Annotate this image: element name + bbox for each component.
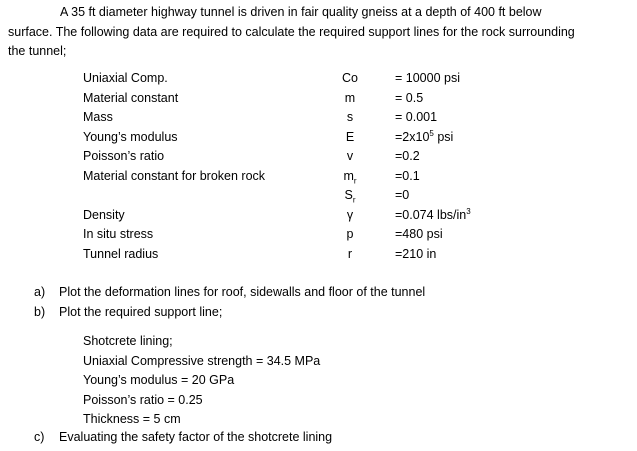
param-row-mass [83,108,543,128]
shotcrete-ucs: Uniaxial Compressive strength = 34.5 MPa [83,353,321,368]
param-row-in-situ-stress [83,225,543,245]
rock-parameters-table [83,69,543,264]
param-value: =210 in [395,246,437,261]
param-value: =0.074 lbs/$in^3$ [395,206,471,222]
param-value: =480 psi [395,227,443,241]
shotcrete-modulus: Young’s modulus = 20 GPa [83,373,235,387]
param-value: =0.2 [395,149,420,163]
param-value: = 10000 psi [395,71,460,85]
task-list [34,283,634,322]
intro-line-3: the tunnel; [8,44,67,58]
param-label: Mass [83,110,113,124]
param-row-broken-rock-constant [83,167,543,187]
param-row-density [83,206,543,226]
param-label: Tunnel radius [83,246,159,261]
param-row-youngs-modulus [83,128,543,148]
param-label: In situ stress [83,227,154,241]
task-letter: c) [34,430,45,444]
param-value: =0 [395,188,410,202]
param-symbol: r [347,246,353,261]
param-row-sr [83,186,543,206]
shotcrete-thickness: Thickness = 5 cm [83,412,181,426]
task-letter: a) [34,285,46,299]
param-symbol: p [346,227,354,241]
param-label: Density [83,207,125,222]
param-value: $=2x10^5$ psi [395,128,454,144]
param-symbol: γ [346,207,354,222]
intro-line-2: surface. The following data are required to calculate the required support lines for the rock surrounding [8,24,575,39]
param-row-poissons-ratio [83,147,543,167]
param-row-material-constant [83,89,543,109]
param-label: Poisson’s ratio [83,149,165,163]
param-label: Material constant [83,90,179,105]
shotcrete-poisson: Poisson’s ratio = 0.25 [83,392,203,407]
param-row-uniaxial-comp [83,69,543,89]
task-text: Evaluating the safety factor of the shotcrete lining [59,430,333,444]
param-symbol: E [345,129,355,144]
param-symbol: v [346,149,354,163]
shotcrete-lining-specs [83,332,483,430]
param-label: Young’s modulus [83,129,178,144]
param-symbol: $m_r$ [343,168,357,185]
param-label: Uniaxial Comp. [83,71,168,85]
task-b [34,303,634,323]
shotcrete-heading: Shotcrete lining; [83,334,173,348]
param-label: Material constant for broken rock [83,168,266,183]
task-letter: b) [34,304,46,319]
param-symbol: $S_r$ [344,188,356,205]
param-symbol: m [344,90,356,105]
param-row-tunnel-radius [83,245,543,265]
task-c [34,428,332,448]
task-text: Plot the deformation lines for roof, sidewalls and floor of the tunnel [59,285,426,299]
param-value: = 0.001 [395,110,438,124]
task-a [34,283,634,303]
param-value: = 0.5 [395,90,424,105]
task-text: Plot the required support line; [59,304,223,319]
param-value: =0.1 [395,168,420,183]
param-symbol: s [346,110,354,124]
intro-line-1: A 35 ft diameter highway tunnel is driven in fair quality gneiss at a depth of 400 ft below [60,5,542,19]
param-symbol: Co [342,71,358,85]
problem-statement [8,3,632,62]
